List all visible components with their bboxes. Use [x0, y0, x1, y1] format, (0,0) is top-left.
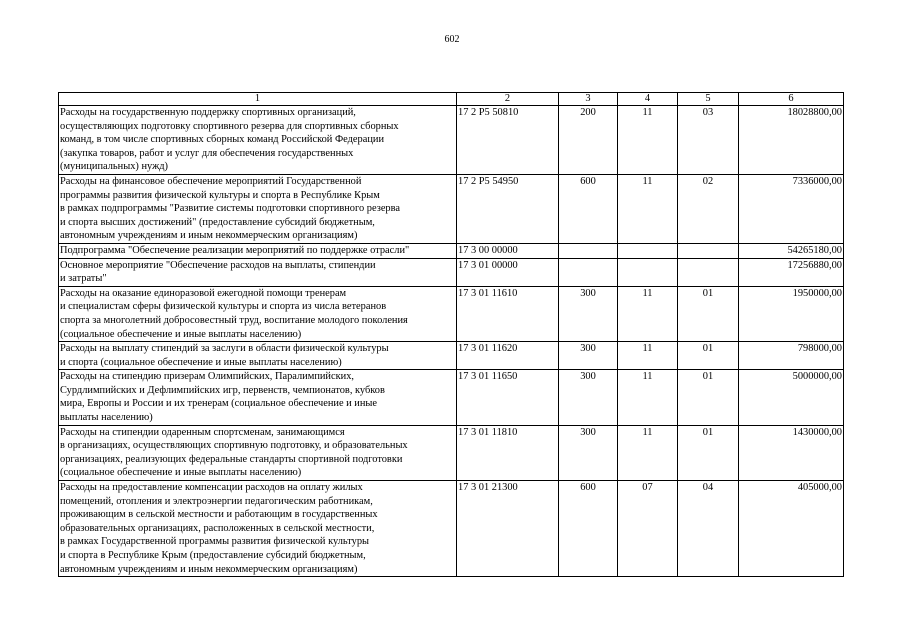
row-name: Расходы на выплату стипендий за заслуги в области физической культуры и спорта (социальное обеспечение и иные выплаты населению) [59, 342, 457, 370]
row-name: Подпрограмма "Обеспечение реализации мероприятий по поддержке отрасли" [59, 243, 457, 258]
row-amount: 405000,00 [739, 481, 844, 577]
row-target-code: 17 3 01 11620 [457, 342, 559, 370]
table-header-row [59, 93, 844, 106]
header-col-2: 2 [457, 93, 559, 106]
row-expense-type: 300 [559, 370, 618, 425]
header-col-3: 3 [559, 93, 618, 106]
table-row [59, 342, 844, 370]
row-target-code: 17 3 01 00000 [457, 258, 559, 286]
page-number: 602 [444, 34, 460, 45]
row-target-code: 17 2 P5 50810 [457, 106, 559, 175]
row-target-code: 17 2 P5 54950 [457, 174, 559, 243]
row-section: 11 [618, 425, 678, 480]
row-target-code: 17 3 00 00000 [457, 243, 559, 258]
row-target-code: 17 3 01 11810 [457, 425, 559, 480]
budget-table [58, 92, 844, 577]
row-section [618, 258, 678, 286]
header-col-6: 6 [739, 93, 844, 106]
row-amount: 5000000,00 [739, 370, 844, 425]
table-row [59, 425, 844, 480]
row-subsection: 02 [678, 174, 739, 243]
row-amount: 1430000,00 [739, 425, 844, 480]
row-expense-type: 200 [559, 106, 618, 175]
row-name: Расходы на стипендии одаренным спортсменам, занимающимся в организациях, осуществляющих спортивную подготовку, и образовательных организациях, реализующих федеральные стандарты спортивной подготовки (социальное обеспечение и иные выплаты населению) [59, 425, 457, 480]
row-name: Расходы на предоставление компенсации расходов на оплату жилых помещений, отопления и электроэнергии педагогическим работникам, проживающим в сельской местности и работающим в государственных образовательных организациях, расположенных в сельской местности, в рамках Государственной программы развития физической культуры и спорта в Республике Крым (предоставление субсидий бюджетным, автономным учреждениям и иным некоммерческим организациям) [59, 481, 457, 577]
row-expense-type: 600 [559, 174, 618, 243]
row-amount: 798000,00 [739, 342, 844, 370]
table-row [59, 174, 844, 243]
row-section: 07 [618, 481, 678, 577]
row-expense-type: 600 [559, 481, 618, 577]
row-subsection [678, 243, 739, 258]
row-expense-type: 300 [559, 342, 618, 370]
row-target-code: 17 3 01 11650 [457, 370, 559, 425]
row-subsection: 03 [678, 106, 739, 175]
table-row [59, 481, 844, 577]
header-col-5: 5 [678, 93, 739, 106]
row-section: 11 [618, 106, 678, 175]
table-row [59, 370, 844, 425]
row-subsection: 01 [678, 370, 739, 425]
row-subsection: 01 [678, 425, 739, 480]
row-subsection: 01 [678, 342, 739, 370]
row-amount: 18028800,00 [739, 106, 844, 175]
row-expense-type [559, 243, 618, 258]
row-section: 11 [618, 174, 678, 243]
header-col-1: 1 [59, 93, 457, 106]
row-amount: 54265180,00 [739, 243, 844, 258]
row-section: 11 [618, 342, 678, 370]
table-row [59, 286, 844, 341]
table-row [59, 243, 844, 258]
row-name: Расходы на государственную поддержку спортивных организаций, осуществляющих подготовку спортивного резерва для спортивных сборных команд, в том числе спортивных сборных команд Российской Федерации (закупка товаров, работ и услуг для обеспечения государственных (муниципальных) нужд) [59, 106, 457, 175]
header-col-4: 4 [618, 93, 678, 106]
row-amount: 7336000,00 [739, 174, 844, 243]
row-subsection [678, 258, 739, 286]
row-amount: 1950000,00 [739, 286, 844, 341]
row-expense-type: 300 [559, 425, 618, 480]
row-section: 11 [618, 286, 678, 341]
row-section: 11 [618, 370, 678, 425]
row-expense-type: 300 [559, 286, 618, 341]
row-target-code: 17 3 01 21300 [457, 481, 559, 577]
row-name: Основное мероприятие "Обеспечение расходов на выплаты, стипендии и затраты" [59, 258, 457, 286]
table-row [59, 258, 844, 286]
row-name: Расходы на стипендию призерам Олимпийских, Паралимпийских, Сурдлимпийских и Дефлимпийских игр, первенств, чемпионатов, кубков мира, Европы и России и их тренерам (социальное обеспечение и иные выплаты населению) [59, 370, 457, 425]
row-section [618, 243, 678, 258]
row-expense-type [559, 258, 618, 286]
row-target-code: 17 3 01 11610 [457, 286, 559, 341]
row-amount: 17256880,00 [739, 258, 844, 286]
row-subsection: 01 [678, 286, 739, 341]
row-name: Расходы на финансовое обеспечение мероприятий Государственной программы развития физической культуры и спорта в Республике Крым в рамках подпрограммы "Развитие системы подготовки спортивного резерва и спорта высших достижений" (предоставление субсидий бюджетным, автономным учреждениям и иным некоммерческим организациям) [59, 174, 457, 243]
row-name: Расходы на оказание единоразовой ежегодной помощи тренерам и специалистам сферы физической культуры и спорта из числа ветеранов спорта за многолетний добросовестный труд, воспитание молодого поколения (социальное обеспечение и иные выплаты населению) [59, 286, 457, 341]
row-subsection: 04 [678, 481, 739, 577]
table-row [59, 106, 844, 175]
